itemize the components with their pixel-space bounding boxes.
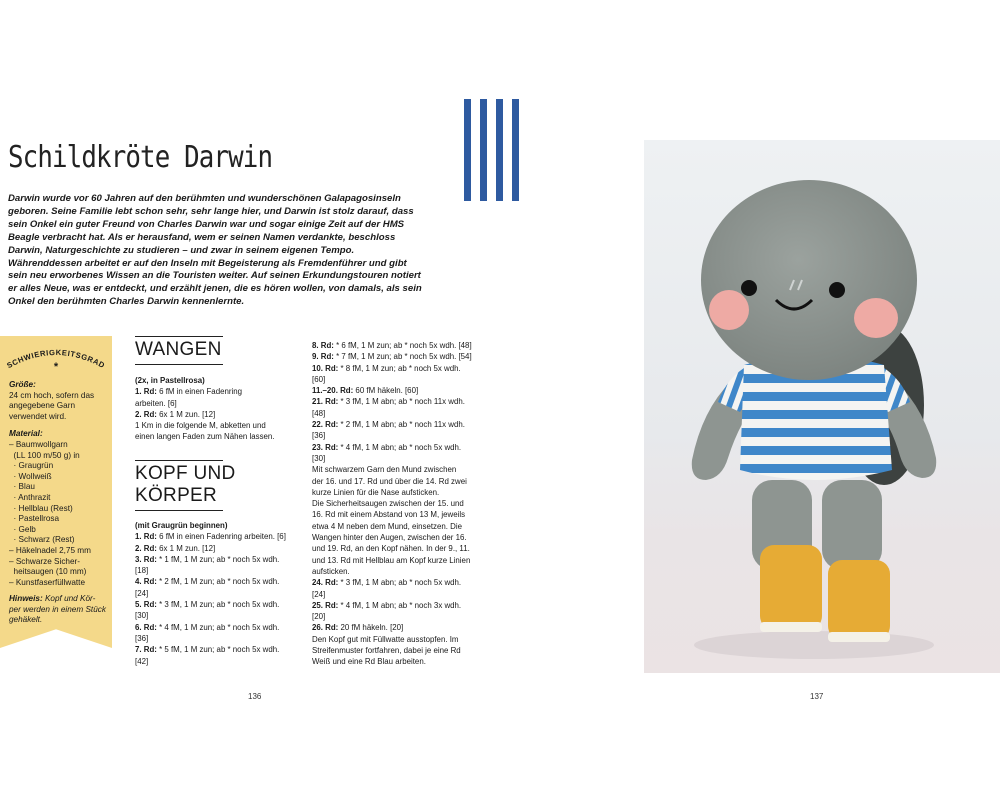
page-number-right: 137 [810, 692, 824, 701]
kopf-heading-1: KOPF UND [135, 463, 236, 484]
instruction-line: [24] [135, 588, 149, 598]
material-list [9, 440, 107, 588]
decorative-stripes [464, 99, 520, 201]
instruction-line: Mit schwarzem Garn den Mund zwischen [312, 465, 457, 475]
instruction-line: [18] [135, 566, 149, 576]
instruction-line: 16. Rd mit einem Abstand von 13 M, jeweils [312, 510, 466, 520]
instructions-column-2 [312, 340, 497, 668]
hint-text: Kopf und Kör-per werden in einem Stück gehäkelt. [9, 594, 106, 625]
material-item: · Schwarz (Rest) [9, 535, 75, 545]
instruction-line: [30] [135, 611, 149, 621]
instruction-line: 22. Rd: * 2 fM, 1 M abn; ab * noch 11x wdh. [312, 420, 465, 430]
instruction-line: 23. Rd: * 4 fM, 1 M abn; ab * noch 5x wdh. [312, 442, 462, 452]
difficulty-stars: * [53, 361, 59, 373]
instruction-line: [36] [312, 431, 326, 441]
instruction-line: und 19. Rd, an den Kopf nähen. In der 9., 11. [312, 544, 470, 554]
intro-text: Darwin wurde vor 60 Jahren auf den berühmten und wunderschönen Galapagosinseln geboren. Seine Familie lebt schon sehr, sehr lange hier, und Darwin ist stolz darauf, dass sein Onkel ein guter Freund von Charles Darwin war und sogar einige Zeit auf der HMS Beagle verbracht hat. Als er herausfand, wem er seinen Namen verdankte, beschloss Darwin, Naturgeschichte zu studieren – und zwar in seinem eigenen Tempo. Währenddessen arbeitet er auf den Inseln mit Begeisterung als Fremdenführer und gibt sein neu erworbenes Wissen an die Touristen weiter. Auf seinen Erkundungstouren notiert er alles Neue, was er entdeckt, und erzählt jenen, die es hören wollen, von damals, als sein Onkel den berühmten Charles Darwin kennenlernte. [8, 193, 422, 308]
instruction-line: 3. Rd: * 1 fM, 1 M zun; ab * noch 5x wdh. [135, 554, 280, 564]
instruction-line: 8. Rd: * 6 fM, 1 M zun; ab * noch 5x wdh. [48] [312, 341, 472, 350]
instruction-line: [30] [312, 453, 326, 463]
instruction-line: [48] [312, 408, 326, 418]
instruction-line: Weiß und eine Rd Blau arbeiten. [312, 657, 426, 667]
svg-text:SCHWIERIGKEITSGRAD: SCHWIERIGKEITSGRAD [5, 347, 107, 371]
material-heading: Material: [9, 429, 43, 439]
material-item: · Wollweiß [9, 471, 52, 481]
hint-note [9, 594, 107, 626]
instruction-line: Wangen hinter den Augen, zwischen der 16. [312, 533, 467, 543]
size-text: 24 cm hoch, sofern das angegebene Garn verwendet wird. [9, 390, 95, 421]
turtle-photo [644, 140, 1000, 673]
material-item: · Graugrün [9, 461, 54, 471]
difficulty-label [4, 340, 108, 374]
kopf-instructions [135, 520, 305, 667]
wangen-sub: (2x, in Pastellrosa) [135, 376, 205, 385]
kopf-heading-2: KÖRPER [135, 485, 218, 506]
instruction-line: 6. Rd: * 4 fM, 1 M zun; ab * noch 5x wdh. [135, 622, 280, 632]
kopf-sub: (mit Graugrün beginnen) [135, 521, 228, 530]
instruction-line: 4. Rd: * 2 fM, 1 M zun; ab * noch 5x wdh. [135, 577, 280, 587]
instruction-line: 1 Km in die folgende M, abketten und [135, 421, 266, 431]
material-item: – Kunstfaserfüllwatte [9, 577, 86, 587]
instruction-line: 10. Rd: * 8 fM, 1 M zun; ab * noch 5x wdh. [312, 363, 461, 373]
instruction-line: kurze Linien für die Nase aufsticken. [312, 487, 440, 497]
instruction-line: [36] [135, 633, 149, 643]
material-item: · Gelb [9, 524, 36, 534]
instruction-line: und 13. Rd mit Hellblau am Kopf kurze Linien [312, 555, 471, 565]
page-number-left: 136 [248, 692, 262, 701]
instruction-line: 2. Rd: 6x 1 M zun. [12] [135, 543, 216, 553]
section-wangen [135, 336, 300, 365]
instruction-line: 9. Rd: * 7 fM, 1 M zun; ab * noch 5x wdh. [54] [312, 352, 472, 362]
instruction-line: aufsticken. [312, 566, 350, 576]
instruction-line: [42] [135, 656, 149, 666]
wangen-instructions [135, 375, 300, 443]
instruction-line: 1. Rd: 6 fM in einen Fadenring [135, 387, 243, 397]
material-item: · Pastellrosa [9, 514, 60, 524]
instruction-line: arbeiten. [6] [135, 398, 177, 408]
instruction-line: 25. Rd: * 4 fM, 1 M abn; ab * noch 3x wdh. [312, 600, 462, 610]
instruction-line: 1. Rd: 6 fM in einen Fadenring arbeiten. [6] [135, 532, 286, 542]
material-item: – Baumwollgarn [9, 439, 68, 449]
size-heading: Größe: [9, 380, 36, 389]
material-item: heitsaugen (10 mm) [9, 567, 87, 577]
instruction-line: [24] [312, 589, 326, 599]
instruction-line: 7. Rd: * 5 fM, 1 M zun; ab * noch 5x wdh. [135, 645, 280, 655]
hint-label: Hinweis: [9, 594, 43, 604]
pattern-title: Schildkröte Darwin [8, 140, 273, 175]
material-item: – Häkelnadel 2,75 mm [9, 545, 91, 555]
instruction-line: 26. Rd: 20 fM häkeln. [20] [312, 623, 404, 633]
instruction-line: der 16. und 17. Rd und über die 14. Rd zwei [312, 476, 467, 486]
instruction-line: Die Sicherheitsaugen zwischen der 15. und [312, 499, 464, 509]
instruction-line: Den Kopf gut mit Füllwatte ausstopfen. Im [312, 634, 459, 644]
instruction-line: [20] [312, 612, 326, 622]
material-item: · Hellblau (Rest) [9, 503, 73, 513]
instruction-line: etwa 4 M neben dem Mund, einsetzen. Die [312, 521, 463, 531]
instruction-line: 24. Rd: * 3 fM, 1 M abn; ab * noch 5x wdh. [312, 578, 462, 588]
wangen-heading: WANGEN [135, 339, 222, 360]
instruction-line: 5. Rd: * 3 fM, 1 M zun; ab * noch 5x wdh. [135, 600, 280, 610]
turtle-illustration [644, 140, 1000, 673]
instruction-line: 21. Rd: * 3 fM, 1 M abn; ab * noch 11x wdh. [312, 397, 465, 407]
material-item: – Schwarze Sicher- [9, 556, 80, 566]
difficulty-details [9, 380, 107, 626]
section-kopf [135, 460, 300, 511]
instruction-line: 11.–20. Rd: 60 fM häkeln. [60] [312, 386, 419, 396]
material-item: · Blau [9, 482, 35, 492]
instruction-line: [60] [312, 374, 326, 384]
material-item: (LL 100 m/50 g) in [9, 450, 80, 460]
instruction-line: Streifenmuster fortfahren, dabei je eine Rd [312, 646, 461, 656]
instruction-line: 2. Rd: 6x 1 M zun. [12] [135, 409, 216, 419]
material-item: · Anthrazit [9, 492, 51, 502]
instruction-line: einen langen Faden zum Nähen lassen. [135, 432, 275, 442]
